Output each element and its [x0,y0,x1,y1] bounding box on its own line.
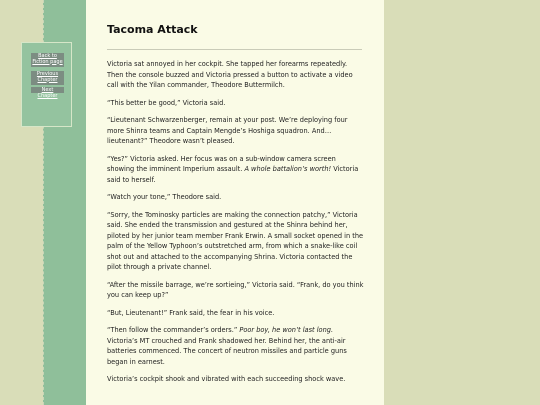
paragraph: “Watch your tone,” Theodore said. [107,193,222,201]
right-margin [384,0,540,405]
title-divider [107,49,362,50]
paragraph: Victoria sat annoyed in her cockpit. She tapped her forearms repeatedly. Then the console buzzed and Victoria pressed a button to activate a video call with the Yilan commander, Theodore Buttermilch. [107,60,353,89]
paragraph: “But, Lieutenant!” Frank said, the fear in his voice. [107,308,275,317]
paragraph: Victoria’s cockpit shook and vibrated with each succeeding shock wave. [107,375,346,383]
page-title: Tacoma Attack [107,23,198,36]
back-to-fiction-link[interactable]: Back to Fiction page [31,53,64,67]
paragraph: “Then follow the commander’s orders.” Poor boy, he won’t last long. Victoria’s MT crouched and Frank shadowed her. Behind her, the anti-air batteries commenced. The concert of neutron missiles and particle guns began in earnest. [107,326,347,366]
paragraph: “Lieutenant Schwarzenberger, remain at your post. We’re deploying four more Shinra teams and Captain Mengde’s Hoshiga squadron. And… lieutenant?” Theodore wasn’t pleased. [107,116,348,145]
previous-chapter-link[interactable]: Previous Chapter [31,71,64,85]
next-chapter-link[interactable]: Next Chapter [31,87,64,93]
story-text [107,59,365,392]
paragraph: “After the missile barrage, we’re sortieing,” Victoria said. “Frank, do you think you can keep up?” [107,280,364,299]
chapter-nav-box [21,42,72,127]
paragraph: “Sorry, the Tominosky particles are making the connection patchy,” Victoria said. She ended the transmission and gestured at the Shinra behind her, piloted by her junior team member Frank Erwin. A small socket opened in the palm of the Yellow Typhoon’s outstretched arm, from which a snake-like coil shot out and attached to the accompanying Shrina. Victoria contacted the pilot through a private channel. [107,210,364,271]
paragraph: “This better be good,” Victoria said. [107,98,226,107]
paragraph: “Yes?” Victoria asked. Her focus was on a sub-window camera screen showing the imminent Imperium assault. A whole battalion’s worth! Victoria said to herself. [107,154,359,184]
story-content [86,0,385,405]
